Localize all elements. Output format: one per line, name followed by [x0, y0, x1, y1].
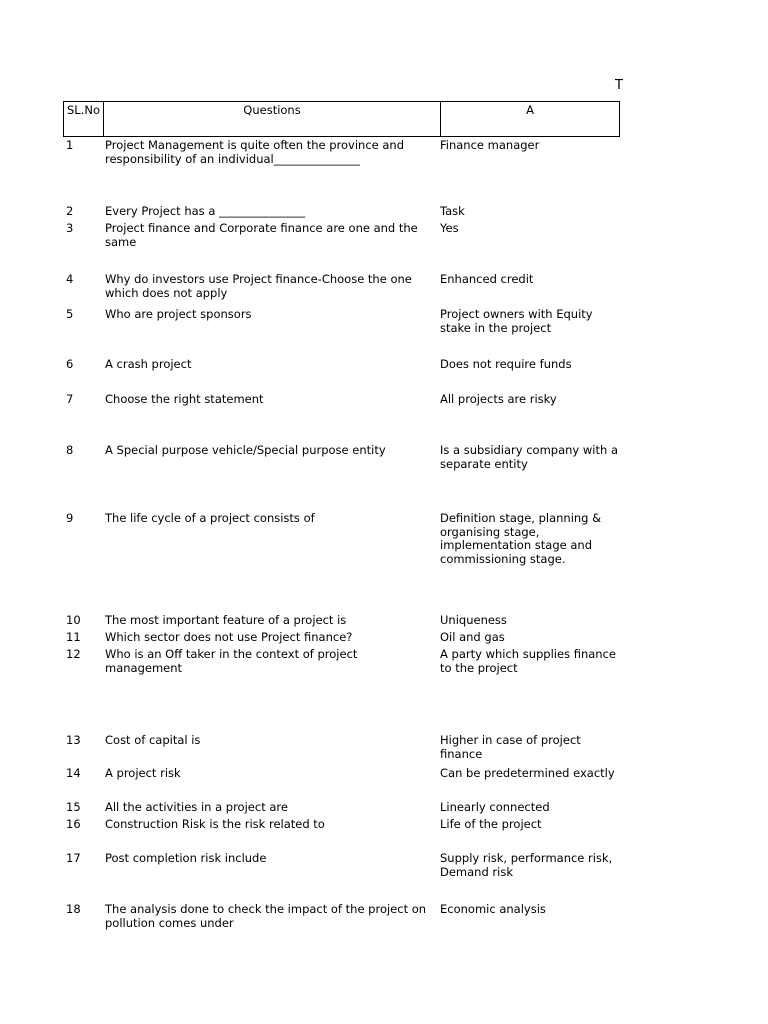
row-number: 10	[66, 613, 81, 627]
row-answer: Finance manager	[440, 138, 540, 152]
corner-mark: T	[615, 78, 623, 93]
row-number: 3	[66, 221, 74, 235]
row-answer: All projects are risky	[440, 392, 557, 406]
row-answer: Project owners with Equity stake in the project	[440, 307, 593, 335]
row-answer: Is a subsidiary company with a separate entity	[440, 443, 618, 471]
row-answer: Economic analysis	[440, 902, 546, 916]
row-number: 1	[66, 138, 74, 152]
row-question: Post completion risk include	[105, 851, 267, 865]
row-number: 8	[66, 443, 74, 457]
row-answer: Life of the project	[440, 817, 542, 831]
row-question: Every Project has a _______________	[105, 204, 306, 218]
row-question: Who are project sponsors	[105, 307, 252, 321]
row-question: Which sector does not use Project finance?	[105, 630, 353, 644]
row-answer: Uniqueness	[440, 613, 507, 627]
row-question: The analysis done to check the impact of the project on pollution comes under	[105, 902, 427, 930]
row-answer: Yes	[440, 221, 459, 235]
row-answer: Oil and gas	[440, 630, 505, 644]
row-question: The most important feature of a project is	[105, 613, 347, 627]
row-number: 6	[66, 357, 74, 371]
row-number: 18	[66, 902, 81, 916]
row-number: 12	[66, 647, 81, 661]
row-question: A project risk	[105, 766, 181, 780]
header-answer: A	[440, 102, 619, 136]
row-answer: Can be predetermined exactly	[440, 766, 615, 780]
row-answer: Higher in case of project finance	[440, 733, 581, 761]
header-questions: Questions	[103, 102, 440, 136]
row-question: The life cycle of a project consists of	[105, 511, 315, 525]
table-header	[63, 101, 620, 137]
row-question: Construction Risk is the risk related to	[105, 817, 325, 831]
row-answer: Supply risk, performance risk, Demand risk	[440, 851, 613, 879]
row-number: 16	[66, 817, 81, 831]
row-answer: A party which supplies finance to the project	[440, 647, 616, 675]
row-number: 13	[66, 733, 81, 747]
header-slno: SL.No	[67, 103, 101, 117]
row-number: 11	[66, 630, 81, 644]
row-question: All the activities in a project are	[105, 800, 288, 814]
row-answer: Task	[440, 204, 465, 218]
row-answer: Enhanced credit	[440, 272, 534, 286]
row-answer: Linearly connected	[440, 800, 550, 814]
row-number: 7	[66, 392, 74, 406]
row-question: A Special purpose vehicle/Special purpose entity	[105, 443, 386, 457]
row-number: 15	[66, 800, 81, 814]
row-answer: Definition stage, planning & organising stage, implementation stage and commissioning stage.	[440, 511, 602, 566]
row-question: Choose the right statement	[105, 392, 264, 406]
row-number: 5	[66, 307, 74, 321]
row-question: Why do investors use Project finance-Choose the one which does not apply	[105, 272, 412, 300]
row-answer: Does not require funds	[440, 357, 572, 371]
row-question: Who is an Off taker in the context of project management	[105, 647, 358, 675]
row-question: Project Management is quite often the province and responsibility of an individual_______________	[105, 138, 405, 166]
row-question: Project finance and Corporate finance are one and the same	[105, 221, 418, 249]
row-question: A crash project	[105, 357, 192, 371]
row-number: 2	[66, 204, 74, 218]
row-number: 9	[66, 511, 74, 525]
row-number: 14	[66, 766, 81, 780]
row-number: 4	[66, 272, 74, 286]
row-question: Cost of capital is	[105, 733, 201, 747]
row-number: 17	[66, 851, 81, 865]
